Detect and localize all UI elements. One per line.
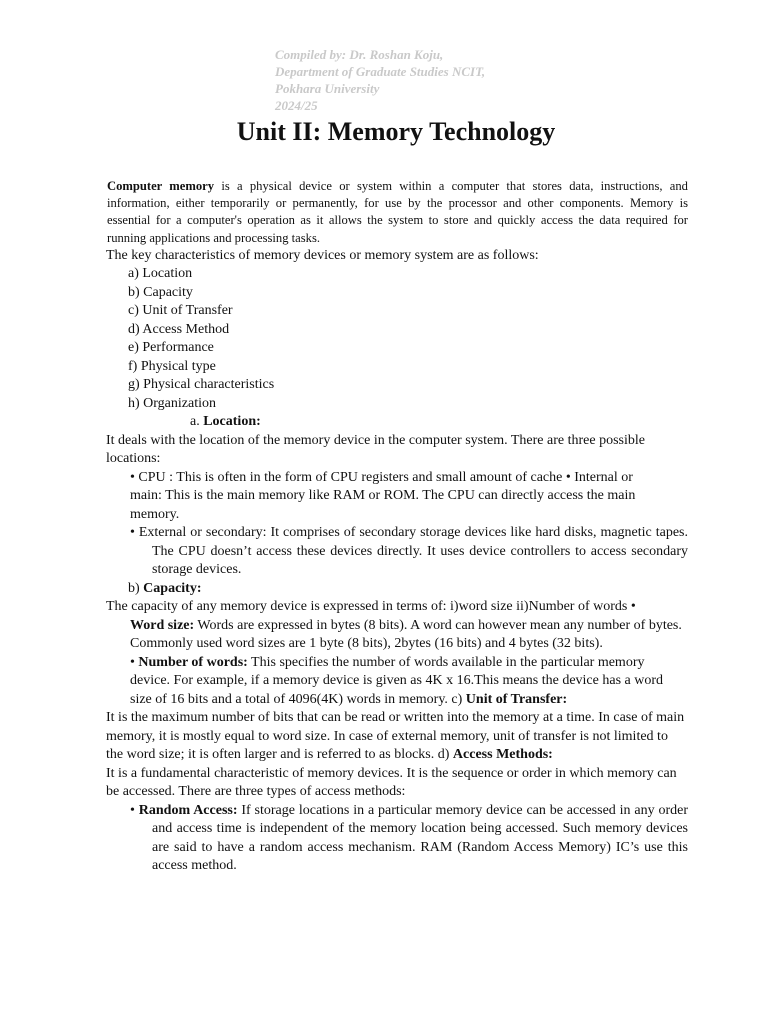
random-access-label: Random Access:	[138, 802, 238, 818]
location-bullet-cpu-line2: main: This is the main memory like RAM or ROM. The CPU can directly access the main	[130, 488, 636, 504]
capacity-title: Capacity:	[143, 580, 202, 596]
unit-of-transfer-heading: Unit of Transfer:	[465, 691, 568, 707]
random-access-text: If storage locations in a particular memory device can be accessed in any order and access time is independent of the memory location being accessed. Such memory devices are said to have a random access mechanism. RAM (Random Access Memory) IC’s use this access method.	[152, 802, 688, 874]
list-item: h) Organization	[128, 395, 216, 411]
unit-of-transfer-text: It is the maximum number of bits that can be read or written into the memory at a time. In case of main memory, it is mostly equal to word size. In case of external memory, unit of transfer is not limited to the word size; it is often larger and is referred to as blocks. d)	[106, 710, 685, 763]
academic-year: 2024/25	[275, 98, 318, 113]
department-name: Department of Graduate Studies NCIT,	[275, 64, 486, 79]
location-text: It deals with the location of the memory device in the computer system. There are three possible locations:	[106, 432, 645, 467]
location-bullet-external: • External or secondary: It comprises of secondary storage devices like hard disks, magnetic tapes. The CPU doesn’t access these devices directly. It uses device controllers to access secondary storage devices.	[130, 525, 688, 578]
number-of-words-text: This specifies the number of words available in the particular memory device. For example, if a memory device is given as 4K x 16.This means the device has a word size of 16 bits and a total of 4096(4K) words in memory. c)	[130, 654, 664, 707]
list-item: f) Physical type	[128, 358, 216, 374]
location-bullet-cpu-line1: • CPU : This is often in the form of CPU registers and small amount of cache • Internal or	[130, 469, 633, 485]
location-marker: a.	[190, 414, 204, 430]
unit-of-transfer-paragraph	[106, 709, 688, 765]
word-size-label: Word size:	[130, 617, 195, 633]
compiler-name: Compiled by: Dr. Roshan Koju,	[275, 47, 444, 62]
random-access-paragraph	[106, 802, 688, 876]
access-methods-text: It is a fundamental characteristic of memory devices. It is the sequence or order in which memory can be accessed. There are three types of access methods:	[106, 765, 677, 800]
document-body	[106, 178, 688, 876]
capacity-lead: The capacity of any memory device is expressed in terms of: i)word size ii)Number of words •	[106, 599, 636, 615]
location-heading	[106, 413, 688, 432]
list-item: c) Unit of Transfer	[128, 303, 233, 319]
characteristics-lead: The key characteristics of memory devices or memory system are as follows:	[106, 247, 539, 263]
word-size-paragraph	[106, 617, 688, 654]
list-item: g) Physical characteristics	[128, 377, 275, 393]
list-item: e) Performance	[128, 340, 214, 356]
list-item: d) Access Method	[128, 321, 230, 337]
random-access-bullet: •	[130, 802, 139, 818]
location-bullet-cpu	[106, 469, 688, 525]
intro-term: Computer memory	[107, 179, 215, 193]
word-size-text: Words are expressed in bytes (8 bits). A word can however mean any number of bytes. Commonly used word sizes are 1 byte (8 bits), 2bytes (16 bits) and 4 bytes (32 bits).	[130, 617, 682, 652]
location-bullet-cpu-line3: memory.	[130, 506, 180, 522]
number-of-words-paragraph	[106, 654, 688, 710]
location-title: Location:	[203, 414, 261, 430]
number-of-words-bullet: •	[130, 654, 139, 670]
intro-paragraph	[107, 178, 688, 247]
compiler-note	[275, 46, 485, 114]
list-item: a) Location	[128, 266, 193, 282]
characteristics-list	[106, 265, 688, 413]
university-name: Pokhara University	[275, 81, 380, 96]
capacity-marker: b)	[128, 580, 144, 596]
capacity-heading	[106, 580, 688, 599]
list-item: b) Capacity	[128, 284, 193, 300]
page-title: Unit II: Memory Technology	[236, 117, 556, 146]
number-of-words-label: Number of words:	[138, 654, 248, 670]
intro-text: is a physical device or system within a computer that stores data, instructions, and information, either temporarily or permanently, for use by the processor and other components. Memory is essential for a computer's operation as it allows the system to store and quickly access the data required for running applications and processing tasks.	[107, 179, 688, 245]
access-methods-heading: Access Methods:	[452, 747, 553, 763]
